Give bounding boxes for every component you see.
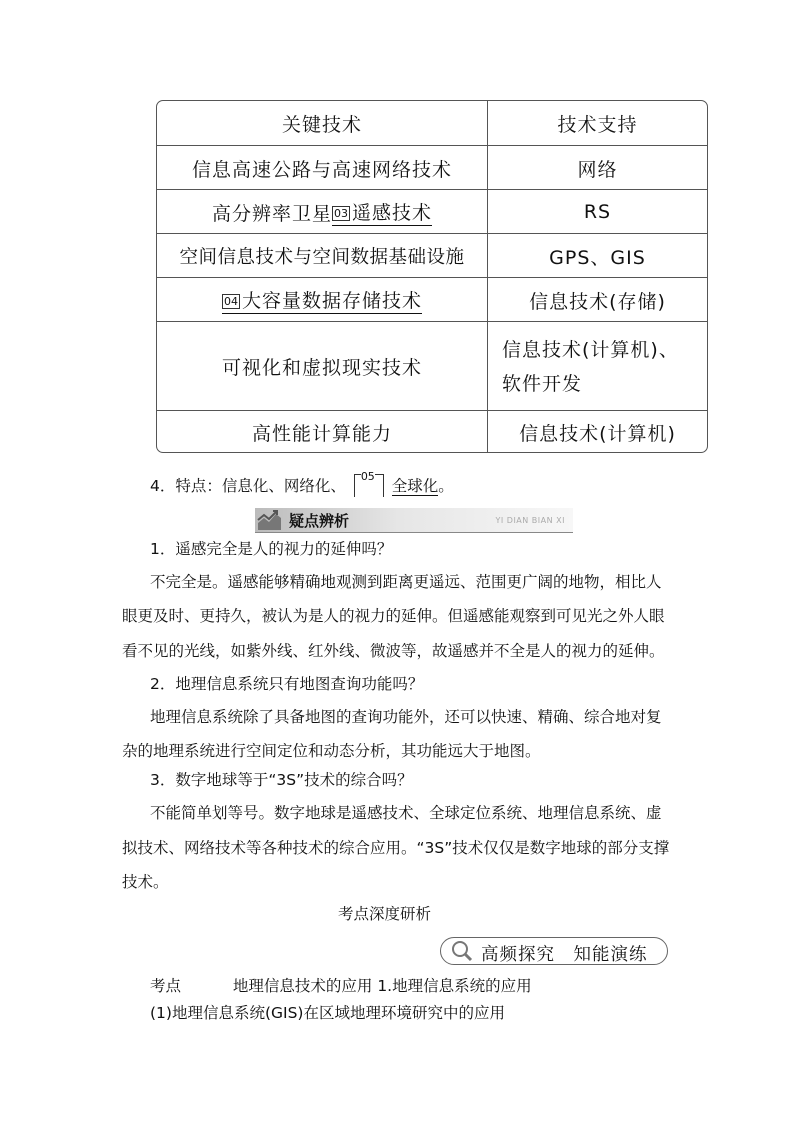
blank-answer (222, 286, 422, 314)
blank-number: 03 (334, 207, 348, 220)
tech-cell (157, 190, 488, 234)
answer-text: 遥感技术 (352, 202, 433, 224)
doubt-analysis-banner (255, 508, 573, 532)
question-2: 2．地理信息系统只有地图查询功能吗？ (150, 675, 424, 693)
features-suffix: 。 (438, 477, 454, 495)
support-cell: 信息技术(存储) (529, 290, 666, 313)
kaodian-line (150, 976, 532, 996)
blank-number-box (354, 470, 384, 497)
support-line: 信息技术(计算机)、 (502, 338, 679, 361)
section-title: 考点深度研析 (338, 905, 432, 923)
header-key-tech: 关键技术 (157, 101, 488, 145)
answer-2-line: 杂的地理系统进行空间定位和动态分析，其功能远大于地图。 (122, 742, 541, 760)
table-row (157, 233, 707, 278)
blank-answer (332, 198, 432, 226)
table-row (157, 189, 707, 234)
banner-subtitle: YI DIAN BIAN XI (495, 516, 565, 525)
answer-3-line: 技术。 (122, 873, 169, 891)
support-cell: RS (583, 201, 612, 223)
features-answer: 全球化 (391, 477, 439, 495)
blank-number: 04 (223, 295, 238, 308)
answer-3-line: 不能简单划等号。数字地球是遥感技术、全球定位系统、地理信息系统、虚 (150, 804, 662, 822)
table-row (157, 277, 707, 322)
answer-1-line: 看不见的光线，如紫外线、红外线、微波等，故遥感并不全是人的视力的延伸。 (122, 642, 665, 660)
tech-text: 高分辨率卫星 (211, 202, 332, 225)
key-technology-table (156, 100, 708, 453)
tech-cell (157, 278, 488, 322)
support-cell: 网络 (577, 158, 618, 181)
tech-cell: 空间信息技术与空间数据基础设施 (157, 234, 488, 278)
blank-number: 05 (361, 467, 375, 487)
support-line: 软件开发 (502, 372, 583, 395)
features-prefix: 4．特点：信息化、网络化、 (150, 477, 346, 495)
magnifier-icon (450, 940, 474, 962)
subsection-1: (1)地理信息系统(GIS)在区域地理环境研究中的应用 (150, 1004, 505, 1022)
support-cell: GPS、GIS (549, 246, 646, 269)
question-3: 3．数字地球等于“3S”技术的综合吗？ (150, 771, 413, 789)
support-cell (488, 322, 707, 411)
answer-1-line: 眼更及时、更持久，被认为是人的视力的延伸。但遥感能观察到可见光之外人眼 (122, 607, 665, 625)
trend-chart-icon (257, 509, 283, 531)
kaodian-label: 考点 (150, 977, 182, 995)
answer-text: 大容量数据存储技术 (241, 290, 422, 312)
answer-1-line: 不完全是。遥感能够精确地观测到距离更遥远、范围更广阔的地物，相比人 (150, 573, 662, 591)
tech-cell: 高性能计算能力 (157, 411, 488, 453)
tech-cell: 可视化和虚拟现实技术 (157, 322, 488, 411)
banner-title: 疑点辨析 (289, 512, 350, 530)
practice-label: 高频探究 知能演练 (481, 945, 648, 965)
tech-cell: 信息高速公路与高速网络技术 (157, 146, 488, 190)
features-line (150, 470, 454, 497)
kaodian-text: 地理信息技术的应用 1.地理信息系统的应用 (232, 977, 532, 995)
support-cell: 信息技术(计算机) (519, 422, 676, 445)
table-header-row (157, 101, 707, 145)
header-tech-support: 技术支持 (557, 113, 638, 136)
question-1: 1．遥感完全是人的视力的延伸吗？ (150, 540, 393, 558)
table-row (157, 145, 707, 190)
answer-2-line: 地理信息系统除了具备地图的查询功能外，还可以快速、精确、综合地对复 (150, 708, 662, 726)
table-row (157, 321, 707, 411)
answer-3-line: 拟技术、网络技术等各种技术的综合应用。“3S”技术仅仅是数字地球的部分支撑 (122, 839, 670, 857)
table-row (157, 410, 707, 453)
practice-label-box (440, 937, 668, 965)
